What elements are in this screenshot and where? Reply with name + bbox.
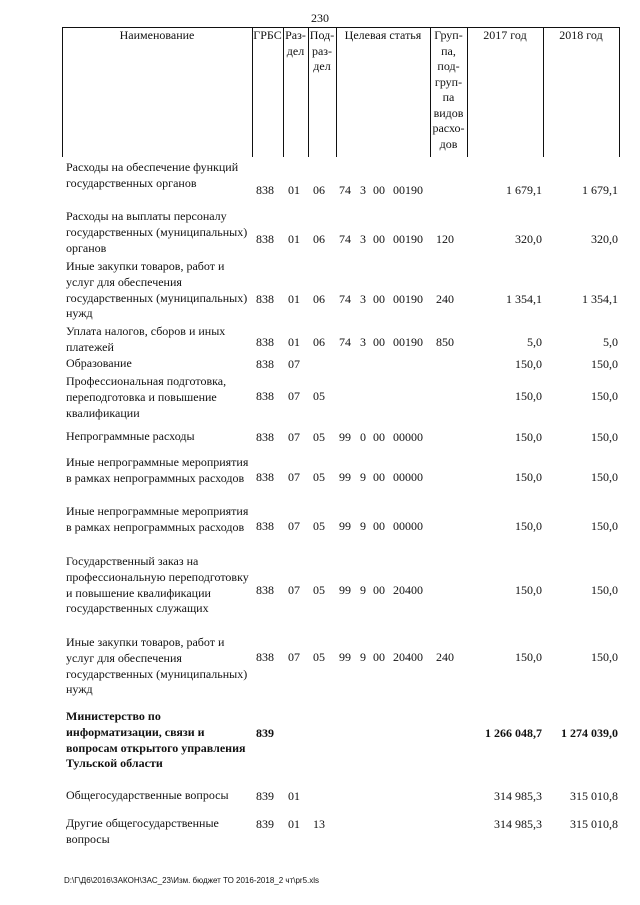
cell-v2018: 315 010,8: [570, 789, 618, 803]
cell-pr: 06: [313, 183, 325, 197]
cell-t3: 00: [373, 583, 385, 597]
cell-t4: 00190: [393, 292, 423, 306]
cell-t1: 99: [339, 470, 351, 484]
cell-rz: 01: [288, 789, 300, 803]
row-name: Непрограммные расходы: [66, 429, 195, 443]
row-name: Профессиональная подготовка, переподготовка и повышение квалификации: [66, 374, 227, 420]
cell-t3: 00: [373, 519, 385, 533]
cell-v2017: 1 679,1: [506, 183, 542, 197]
cell-v2018: 315 010,8: [570, 817, 618, 831]
cell-rz: 07: [288, 470, 300, 484]
cell-grbs: 838: [256, 183, 274, 197]
cell-v2018: 150,0: [591, 519, 618, 533]
cell-t4: 00190: [393, 335, 423, 349]
cell-v2018: 1 274 039,0: [561, 726, 618, 740]
cell-v2017: 5,0: [527, 335, 542, 349]
cell-grbs: 838: [256, 232, 274, 246]
cell-grbs: 839: [256, 726, 274, 740]
header-grbs: ГРБС: [253, 28, 282, 42]
cell-t2: 3: [360, 183, 366, 197]
cell-t4: 00190: [393, 232, 423, 246]
cell-t1: 99: [339, 583, 351, 597]
cell-t4: 00190: [393, 183, 423, 197]
cell-rz: 07: [288, 430, 300, 444]
cell-grbs: 838: [256, 335, 274, 349]
header-target-article: Целевая статья: [344, 28, 422, 42]
cell-rz: 01: [288, 335, 300, 349]
cell-t4: 20400: [393, 583, 423, 597]
header-2017: 2017 год: [483, 28, 527, 42]
cell-v2017: 1 266 048,7: [485, 726, 542, 740]
cell-pr: 06: [313, 335, 325, 349]
row-name: Министерство по информатизации, связи и вопросам открытого управления Тульской области: [66, 709, 246, 771]
cell-grbs: 838: [256, 430, 274, 444]
cell-v2018: 150,0: [591, 389, 618, 403]
cell-t2: 3: [360, 232, 366, 246]
cell-t4: 00000: [393, 430, 423, 444]
cell-grbs: 839: [256, 789, 274, 803]
header-razdel: Раз- дел: [285, 28, 306, 58]
cell-rz: 07: [288, 650, 300, 664]
cell-vr: 240: [436, 650, 454, 664]
cell-v2017: 314 985,3: [494, 817, 542, 831]
cell-pr: 05: [313, 519, 325, 533]
cell-t1: 99: [339, 519, 351, 533]
cell-grbs: 838: [256, 583, 274, 597]
column-divider: [543, 27, 544, 157]
cell-t1: 74: [339, 292, 351, 306]
cell-vr: 850: [436, 335, 454, 349]
cell-t3: 00: [373, 232, 385, 246]
cell-t2: 9: [360, 470, 366, 484]
cell-v2018: 150,0: [591, 470, 618, 484]
cell-v2017: 150,0: [515, 389, 542, 403]
cell-grbs: 838: [256, 357, 274, 371]
cell-rz: 01: [288, 183, 300, 197]
row-name: Расходы на обеспечение функций государственных органов: [66, 160, 239, 190]
cell-t3: 00: [373, 183, 385, 197]
cell-t3: 00: [373, 470, 385, 484]
cell-rz: 01: [288, 292, 300, 306]
header-2018: 2018 год: [559, 28, 603, 42]
cell-pr: 05: [313, 470, 325, 484]
cell-vr: 240: [436, 292, 454, 306]
cell-v2018: 1 679,1: [582, 183, 618, 197]
header-name: Наименование: [119, 28, 195, 42]
cell-t4: 00000: [393, 519, 423, 533]
cell-grbs: 839: [256, 817, 274, 831]
cell-v2018: 320,0: [591, 232, 618, 246]
cell-rz: 01: [288, 817, 300, 831]
cell-t1: 99: [339, 430, 351, 444]
cell-rz: 07: [288, 357, 300, 371]
cell-pr: 05: [313, 583, 325, 597]
cell-t1: 74: [339, 183, 351, 197]
cell-v2018: 150,0: [591, 650, 618, 664]
cell-t2: 9: [360, 519, 366, 533]
header-podrazdel: Под- раз- дел: [309, 28, 335, 73]
cell-v2018: 1 354,1: [582, 292, 618, 306]
cell-v2017: 314 985,3: [494, 789, 542, 803]
cell-t1: 99: [339, 650, 351, 664]
cell-t2: 3: [360, 292, 366, 306]
cell-t3: 00: [373, 292, 385, 306]
cell-pr: 05: [313, 389, 325, 403]
column-divider: [62, 27, 63, 157]
row-name: Государственный заказ на профессиональную переподготовку и повышение квалификации государственных служащих: [66, 554, 249, 616]
cell-v2017: 150,0: [515, 357, 542, 371]
cell-pr: 06: [313, 232, 325, 246]
page-number: 230: [311, 11, 329, 25]
row-name: Образование: [66, 356, 132, 370]
cell-v2017: 320,0: [515, 232, 542, 246]
cell-pr: 05: [313, 430, 325, 444]
cell-pr: 06: [313, 292, 325, 306]
cell-t1: 74: [339, 335, 351, 349]
row-name: Уплата налогов, сборов и иных платежей: [66, 324, 226, 354]
cell-pr: 05: [313, 650, 325, 664]
cell-v2017: 150,0: [515, 430, 542, 444]
cell-v2018: 150,0: [591, 430, 618, 444]
row-name: Иные закупки товаров, работ и услуг для обеспечения государственных (муниципальных) нужд: [66, 635, 248, 697]
cell-t3: 00: [373, 650, 385, 664]
cell-t2: 3: [360, 335, 366, 349]
cell-t4: 00000: [393, 470, 423, 484]
cell-rz: 01: [288, 232, 300, 246]
cell-v2018: 150,0: [591, 357, 618, 371]
cell-rz: 07: [288, 583, 300, 597]
file-path-footer: D:\Г\Д6\2016\ЗАКОН\ЗАС_23\Изм. бюджет ТО 2016-2018_2 чт\pr5.xls: [64, 876, 320, 885]
row-name: Другие общегосударственные вопросы: [66, 816, 219, 846]
cell-t4: 20400: [393, 650, 423, 664]
cell-t2: 0: [360, 430, 366, 444]
cell-v2017: 1 354,1: [506, 292, 542, 306]
column-divider: [619, 27, 620, 157]
cell-grbs: 838: [256, 519, 274, 533]
cell-t2: 9: [360, 583, 366, 597]
cell-grbs: 838: [256, 470, 274, 484]
cell-vr: 120: [436, 232, 454, 246]
cell-v2018: 150,0: [591, 583, 618, 597]
column-divider: [467, 27, 468, 157]
cell-v2017: 150,0: [515, 583, 542, 597]
cell-rz: 07: [288, 389, 300, 403]
cell-grbs: 838: [256, 292, 274, 306]
row-name: Иные непрограммные мероприятия в рамках непрограммных расходов: [66, 455, 249, 485]
header-expense-group: Груп- па, под- груп- па видов расхо- дов: [432, 28, 465, 151]
cell-t3: 00: [373, 335, 385, 349]
cell-v2017: 150,0: [515, 650, 542, 664]
row-name: Иные непрограммные мероприятия в рамках непрограммных расходов: [66, 504, 249, 534]
row-name: Иные закупки товаров, работ и услуг для обеспечения государственных (муниципальных) нужд: [66, 259, 248, 321]
cell-t2: 9: [360, 650, 366, 664]
cell-v2017: 150,0: [515, 470, 542, 484]
cell-grbs: 838: [256, 389, 274, 403]
cell-t3: 00: [373, 430, 385, 444]
column-divider: [252, 27, 253, 157]
cell-rz: 07: [288, 519, 300, 533]
cell-t1: 74: [339, 232, 351, 246]
cell-pr: 13: [313, 817, 325, 831]
cell-grbs: 838: [256, 650, 274, 664]
row-name: Расходы на выплаты персоналу государственных (муниципальных) органов: [66, 209, 248, 255]
cell-v2018: 5,0: [603, 335, 618, 349]
column-divider: [336, 27, 337, 157]
row-name: Общегосударственные вопросы: [66, 788, 229, 802]
cell-v2017: 150,0: [515, 519, 542, 533]
